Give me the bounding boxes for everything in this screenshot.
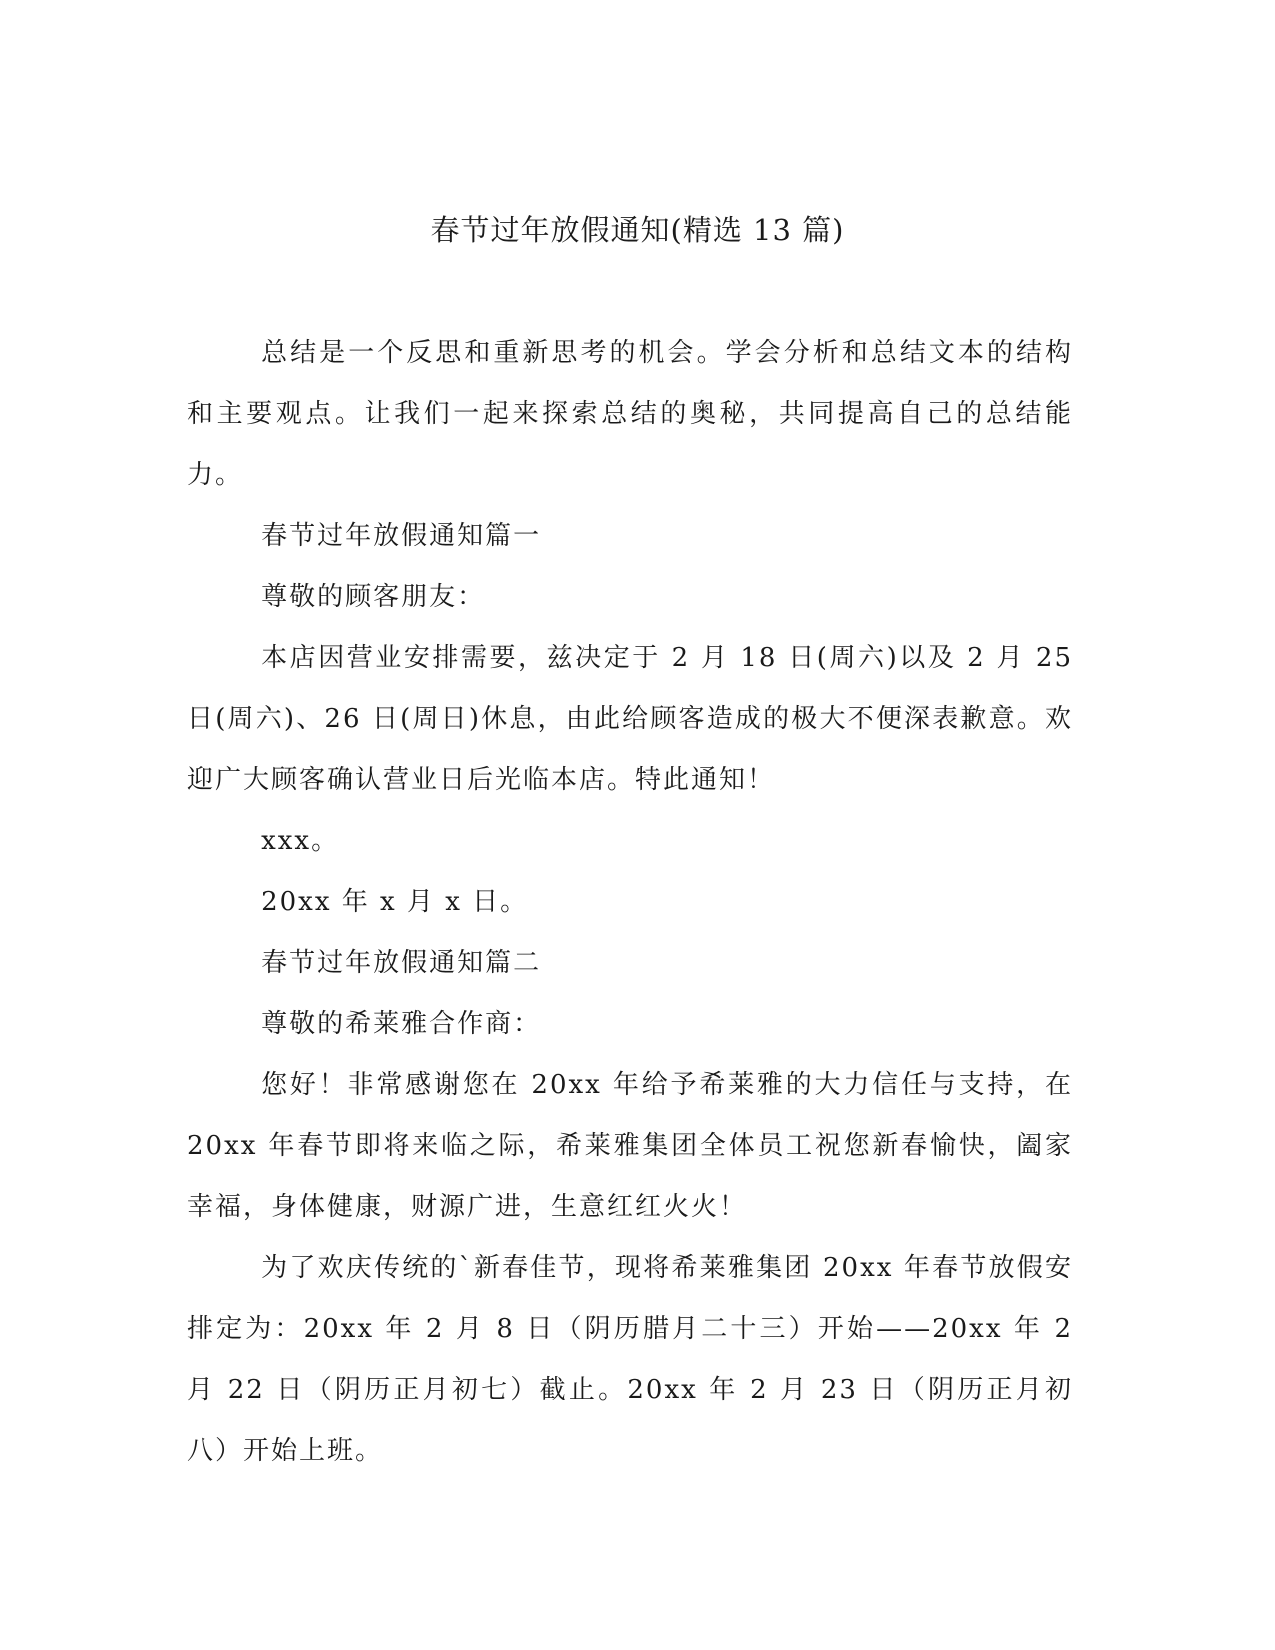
greeting-paragraph-2: 您好！非常感谢您在 20xx 年给予希莱雅的大力信任与支持，在 20xx 年春节即将来临之际，希莱雅集团全体员工祝您新春愉快，阖家幸福，身体健康，财源广进，生意红红火火！ [187,1070,1073,1222]
document-title: 春节过年放假通知(精选 13 篇) [430,213,845,247]
intro-paragraph: 总结是一个反思和重新思考的机会。学会分析和总结文本的结构和主要观点。让我们一起来探索总结的奥秘，共同提高自己的总结能力。 [187,338,1073,490]
section-heading-1: 春节过年放假通知篇一 [261,521,542,551]
signature-1: xxx。 [261,826,340,856]
section-heading-2: 春节过年放假通知篇二 [261,948,542,978]
salutation-1: 尊敬的顾客朋友： [261,582,486,612]
salutation-2: 尊敬的希莱雅合作商： [261,1009,542,1039]
notice-paragraph-1: 本店因营业安排需要，兹决定于 2 月 18 日(周六)以及 2 月 25 日(周六)、26 日(周日)休息，由此给顾客造成的极大不便深表歉意。欢迎广大顾客确认营业日后光临本店。特此通知！ [187,643,1073,795]
document-body [187,323,1073,1482]
date-line-1: 20xx 年 x 月 x 日。 [261,887,529,917]
holiday-schedule-paragraph-2: 为了欢庆传统的`新春佳节，现将希莱雅集团 20xx 年春节放假安排定为：20xx 年 2 月 8 日（阴历腊月二十三）开始——20xx 年 2 月 22 日（阴历正月初七）截止。20xx 年 2 月 23 日（阴历正月初八）开始上班。 [187,1253,1073,1466]
